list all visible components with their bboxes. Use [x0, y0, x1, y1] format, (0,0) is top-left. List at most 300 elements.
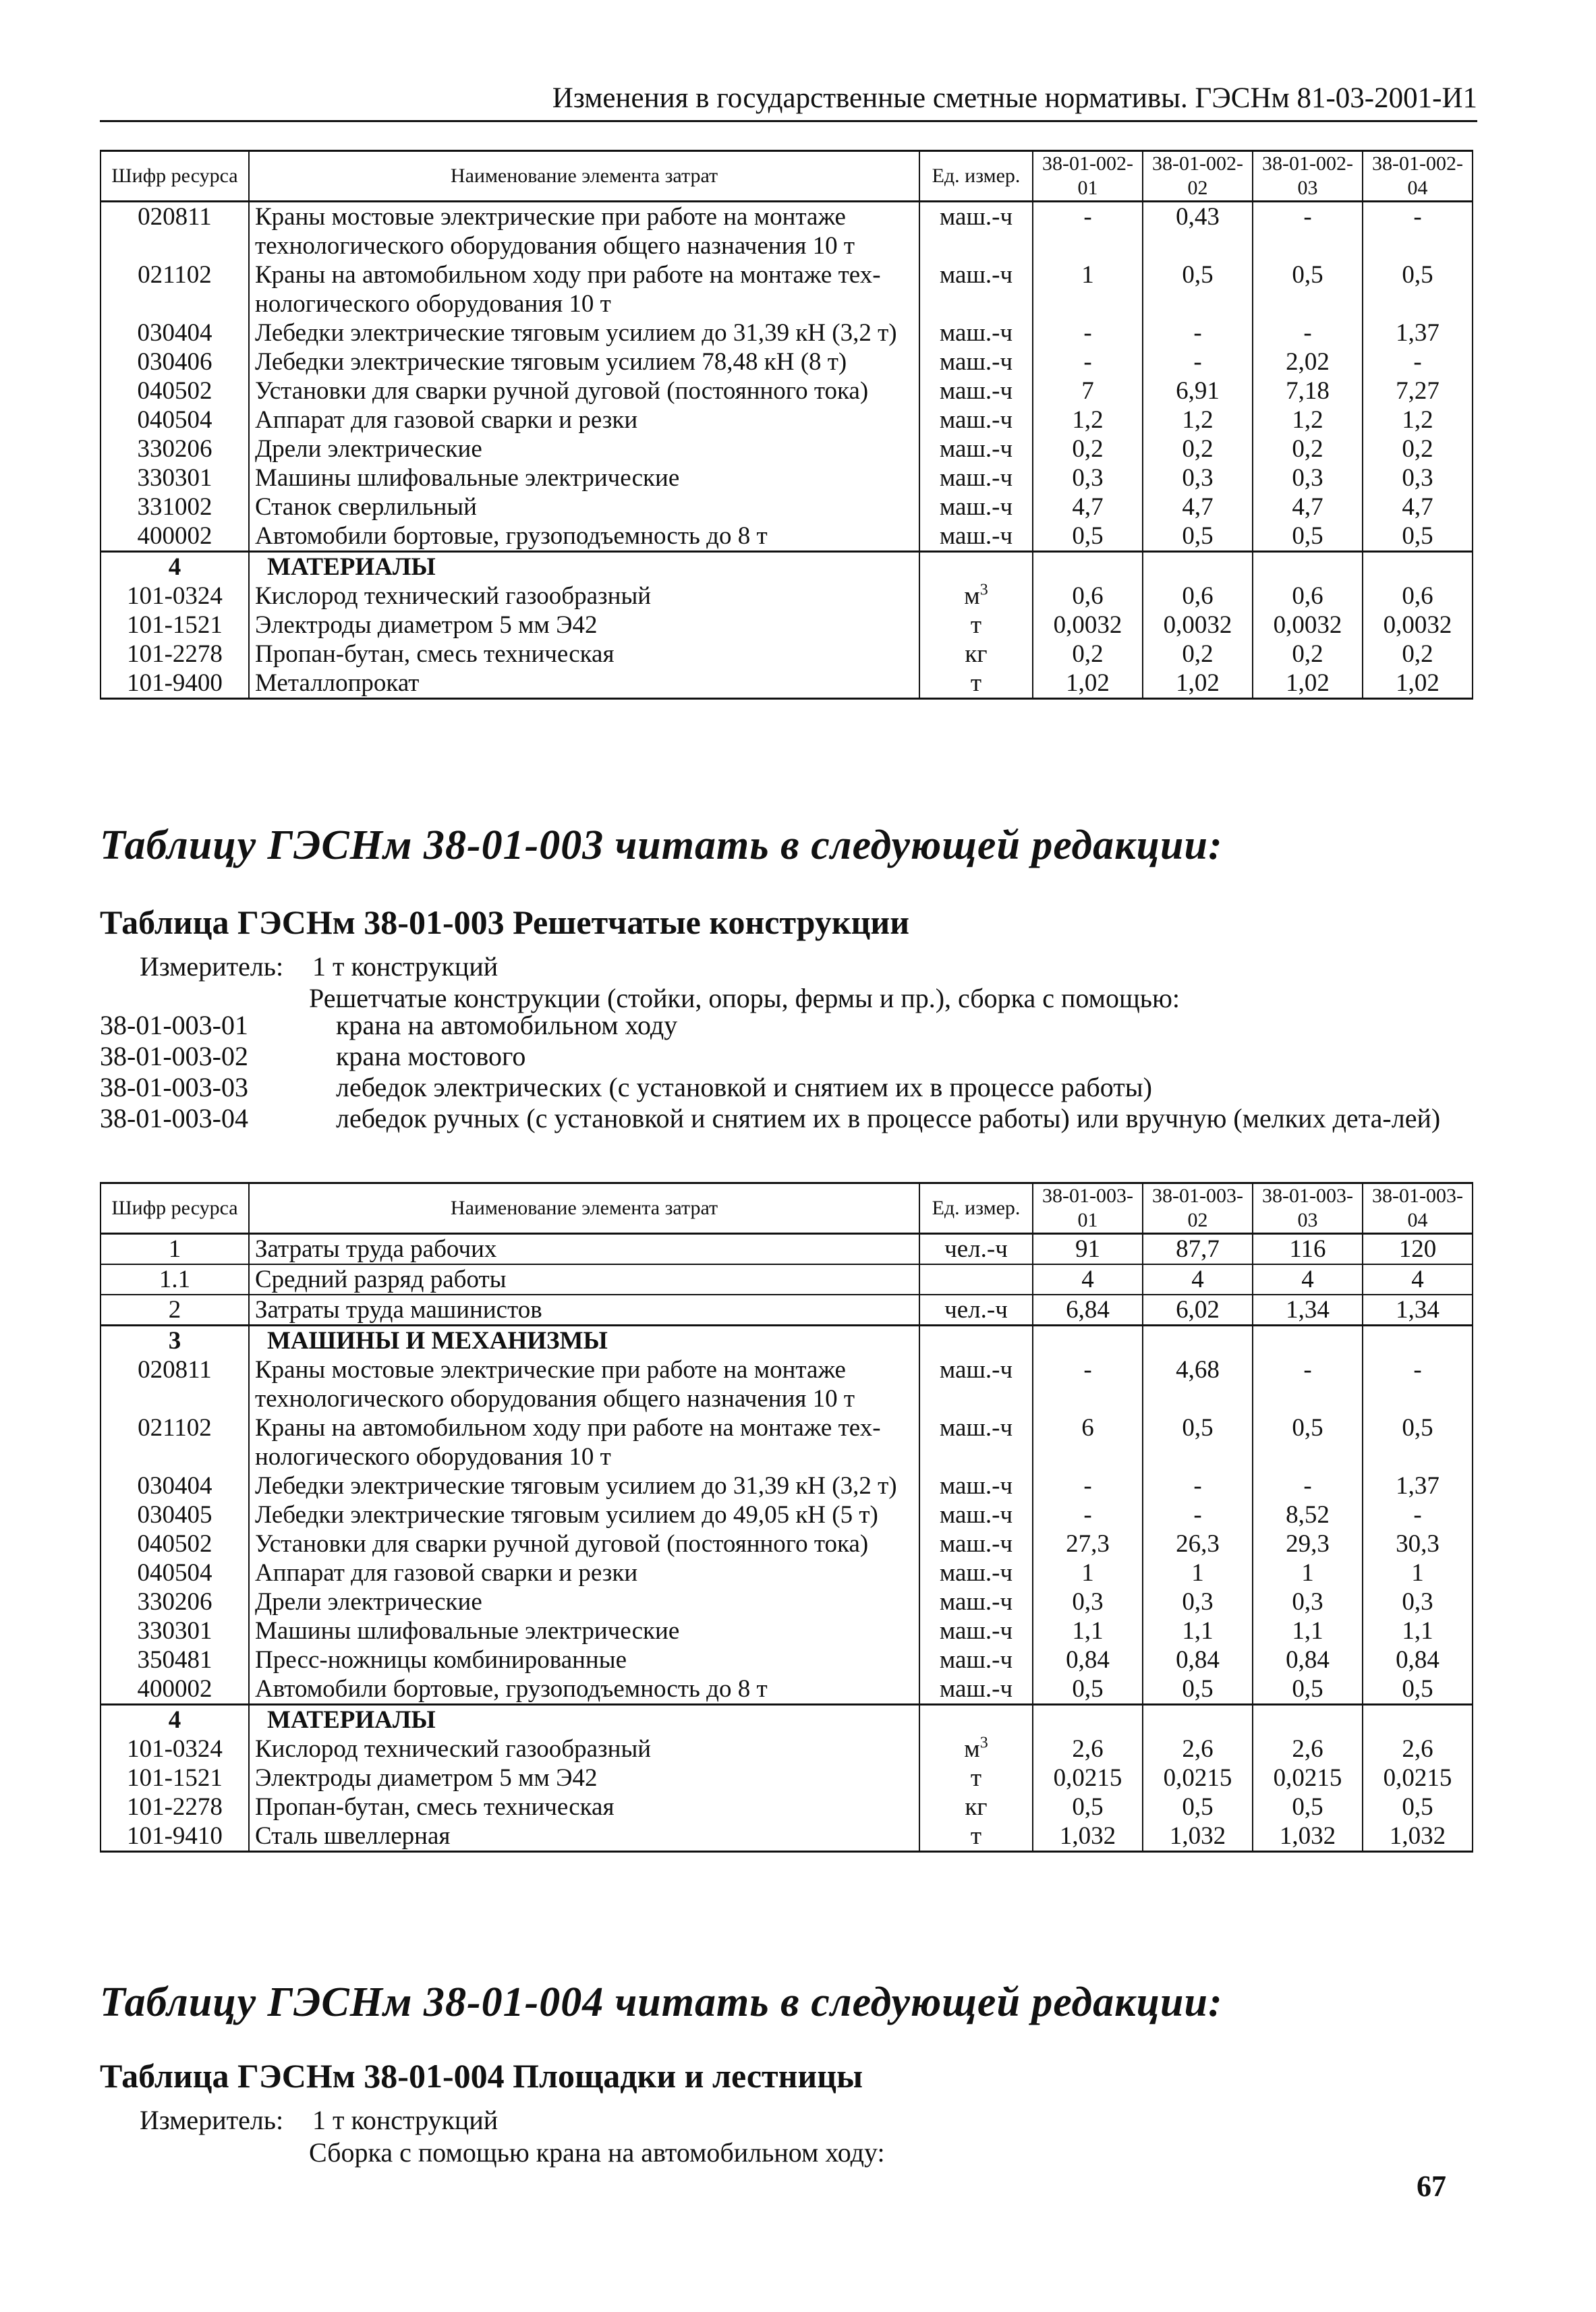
norm-value: -	[1143, 347, 1253, 376]
resource-code: 040502	[101, 376, 249, 405]
resource-table-38-01-003	[100, 1182, 1473, 1853]
unit-cell	[919, 669, 1033, 699]
resource-code: 030404	[101, 318, 249, 347]
resource-row	[101, 318, 1473, 347]
unit-cell	[919, 640, 1033, 669]
norm-value: 7,27	[1363, 376, 1473, 405]
norm-value: 1	[1033, 260, 1143, 318]
norm-value: 7	[1033, 376, 1143, 405]
unit-text: маш.-ч	[939, 522, 1013, 550]
norm-value: 2,6	[1363, 1735, 1473, 1764]
norm-value	[1143, 1705, 1253, 1735]
unit-text: маш.-ч	[939, 1530, 1013, 1558]
norm-value: 0,3	[1363, 463, 1473, 492]
norm-value: 0,5	[1143, 521, 1253, 552]
norm-value: 0,2	[1143, 434, 1253, 463]
cost-element-name: Кислород технический газообразный	[249, 1735, 919, 1764]
cost-element-name: Пропан-бутан, смесь техническая	[249, 1793, 919, 1822]
resource-row	[101, 260, 1473, 318]
resource-code: 101-9400	[101, 669, 249, 699]
cost-element-name: МАШИНЫ И МЕХАНИЗМЫ	[249, 1326, 919, 1356]
norm-value	[1143, 552, 1253, 582]
unit-text: маш.-ч	[939, 1646, 1013, 1674]
resource-code: 101-2278	[101, 640, 249, 669]
cost-element-name: Кислород технический газообразный	[249, 582, 919, 611]
meter-value: 1 т конструкций	[312, 951, 498, 982]
norm-value: 0,3	[1253, 463, 1363, 492]
norm-value: 30,3	[1363, 1529, 1473, 1558]
norm-variant	[100, 1103, 1483, 1134]
norm-value: 0,0032	[1363, 611, 1473, 640]
variant-text: лебедок электрических (с установкой и снятием их в процессе работы)	[336, 1072, 1152, 1102]
work-description-003: Решетчатые конструкции (стойки, опоры, фермы и пр.), сборка с помощью:	[309, 983, 1180, 1013]
header-norm-code: 38-01-002-01	[1033, 151, 1143, 202]
norm-value: 0,6	[1143, 582, 1253, 611]
norm-value: 1,37	[1363, 318, 1473, 347]
norm-value: 1,2	[1363, 405, 1473, 434]
norm-value: -	[1143, 318, 1253, 347]
unit-cell	[919, 1705, 1033, 1735]
cost-element-name: Средний разряд работы	[249, 1264, 919, 1295]
norm-value: 0,2	[1253, 434, 1363, 463]
norm-value: 1,02	[1253, 669, 1363, 699]
norm-value: 0,5	[1363, 521, 1473, 552]
norm-value: 6,91	[1143, 376, 1253, 405]
variant-code: 38-01-003-02	[100, 1041, 248, 1071]
norm-value: 0,84	[1143, 1645, 1253, 1674]
resource-row	[101, 463, 1473, 492]
resource-code: 101-1521	[101, 611, 249, 640]
norm-value: 0,0215	[1033, 1764, 1143, 1793]
unit-cell	[919, 318, 1033, 347]
unit-cell	[919, 376, 1033, 405]
resource-code: 1.1	[101, 1264, 249, 1295]
header-norm-code: 38-01-003-02	[1143, 1183, 1253, 1234]
norm-value: 1,032	[1033, 1822, 1143, 1852]
norm-value: 4	[1253, 1264, 1363, 1295]
norm-value: 0,3	[1033, 1587, 1143, 1616]
resource-row	[101, 669, 1473, 699]
table-title-004: Таблица ГЭСНм 38-01-004 Площадки и лестницы	[100, 2057, 863, 2095]
cost-element-name: Машины шлифовальные электрические	[249, 1616, 919, 1645]
header-norm-code: 38-01-002-02	[1143, 151, 1253, 202]
variant-text: крана на автомобильном ходу	[336, 1010, 678, 1040]
cost-element-name: Установки для сварки ручной дуговой (постоянного тока)	[249, 376, 919, 405]
norm-value: 1	[1143, 1558, 1253, 1587]
norm-value: 2,6	[1143, 1735, 1253, 1764]
cost-element-name: Металлопрокат	[249, 669, 919, 699]
norm-value	[1363, 552, 1473, 582]
resource-row	[101, 202, 1473, 261]
resource-row	[101, 1793, 1473, 1822]
norm-value: -	[1363, 1355, 1473, 1413]
resource-code: 030404	[101, 1471, 249, 1500]
norm-value: 0,5	[1143, 260, 1253, 318]
norm-value: 0,2	[1363, 640, 1473, 669]
unit-cell	[919, 582, 1033, 611]
cost-element-name: Лебедки электрические тяговым усилием до 31,39 кН (3,2 т)	[249, 318, 919, 347]
norm-value: 1,02	[1363, 669, 1473, 699]
resource-code: 040504	[101, 1558, 249, 1587]
norm-value: 0,0215	[1363, 1764, 1473, 1793]
norm-value: 91	[1033, 1234, 1143, 1265]
norm-variant	[100, 1041, 1483, 1072]
unit-text: маш.-ч	[939, 1356, 1013, 1384]
cost-element-name: Краны мостовые электрические при работе на монтаже технологического оборудования общего назначения 10 т	[249, 202, 919, 261]
norm-value: 1,1	[1143, 1616, 1253, 1645]
norm-value: 1,2	[1143, 405, 1253, 434]
resource-code: 2	[101, 1295, 249, 1326]
norm-value: 0,5	[1363, 1413, 1473, 1471]
norm-value: 0,5	[1363, 1793, 1473, 1822]
norm-value: 0,5	[1033, 521, 1143, 552]
resource-row	[101, 640, 1473, 669]
norm-value: 1,032	[1143, 1822, 1253, 1852]
norm-value: 4,7	[1253, 492, 1363, 521]
work-description-004: Сборка с помощью крана на автомобильном ходу:	[309, 2137, 885, 2168]
page-number: 67	[1417, 2170, 1446, 2203]
norm-value: -	[1033, 1355, 1143, 1413]
resource-row	[101, 434, 1473, 463]
cost-element-name: Лебедки электрические тяговым усилием до 31,39 кН (3,2 т)	[249, 1471, 919, 1500]
unit-cell	[919, 552, 1033, 582]
resource-code: 350481	[101, 1645, 249, 1674]
table-title-003: Таблица ГЭСНм 38-01-003 Решетчатые конструкции	[100, 903, 910, 941]
unit-text: кг	[965, 1793, 988, 1821]
norm-value	[1143, 1326, 1253, 1356]
unit-cell	[919, 492, 1033, 521]
header-cost-element: Наименование элемента затрат	[249, 1183, 919, 1234]
variant-code: 38-01-003-03	[100, 1072, 248, 1102]
cost-element-name: Лебедки электрические тяговым усилием 78,48 кН (8 т)	[249, 347, 919, 376]
resource-code: 101-0324	[101, 582, 249, 611]
unit-text: маш.-ч	[939, 1414, 1013, 1442]
cost-element-name: Машины шлифовальные электрические	[249, 463, 919, 492]
norm-value: 1,34	[1253, 1295, 1363, 1326]
cost-element-name: Установки для сварки ручной дуговой (постоянного тока)	[249, 1529, 919, 1558]
norm-value: 0,5	[1363, 260, 1473, 318]
norm-value: -	[1033, 347, 1143, 376]
unit-cell	[919, 1645, 1033, 1674]
resource-row	[101, 1471, 1473, 1500]
unit-text: т	[970, 611, 982, 639]
header-norm-code: 38-01-002-03	[1253, 151, 1363, 202]
norm-variant	[100, 1072, 1483, 1103]
section-row	[101, 1326, 1473, 1356]
unit-text: маш.-ч	[939, 406, 1013, 434]
norm-value: 0,84	[1363, 1645, 1473, 1674]
header-norm-code: 38-01-002-04	[1363, 151, 1473, 202]
norm-value: 0,3	[1363, 1587, 1473, 1616]
norm-value: 1,2	[1033, 405, 1143, 434]
header-resource-code: Шифр ресурса	[101, 151, 249, 202]
norm-value: 0,6	[1363, 582, 1473, 611]
resource-row	[101, 1295, 1473, 1326]
unit-text: маш.-ч	[939, 1559, 1013, 1587]
cost-element-name: Пресс-ножницы комбинированные	[249, 1645, 919, 1674]
variant-code: 38-01-003-04	[100, 1103, 248, 1133]
norm-value: 6,84	[1033, 1295, 1143, 1326]
resource-code: 101-0324	[101, 1735, 249, 1764]
unit-cell	[919, 1616, 1033, 1645]
cost-element-name: Электроды диаметром 5 мм Э42	[249, 611, 919, 640]
norm-value: 0,0032	[1143, 611, 1253, 640]
resource-row	[101, 1764, 1473, 1793]
unit-text: маш.-ч	[939, 1501, 1013, 1529]
norm-value: 4,7	[1363, 492, 1473, 521]
resource-row	[101, 1500, 1473, 1529]
unit-text: чел.-ч	[944, 1296, 1008, 1324]
resource-code: 020811	[101, 202, 249, 261]
norm-value	[1363, 1326, 1473, 1356]
norm-value: -	[1033, 202, 1143, 261]
norm-value: 1	[1363, 1558, 1473, 1587]
norm-value: 1	[1033, 1558, 1143, 1587]
norm-value: 2,02	[1253, 347, 1363, 376]
meter-line-003	[140, 950, 498, 984]
redaction-heading-004: Таблицу ГЭСНм 38-01-004 читать в следующей редакции:	[100, 1979, 1223, 2025]
resource-row	[101, 1529, 1473, 1558]
norm-value: 1	[1253, 1558, 1363, 1587]
norm-value: 0,6	[1033, 582, 1143, 611]
norm-value: 29,3	[1253, 1529, 1363, 1558]
cost-element-name: МАТЕРИАЛЫ	[249, 552, 919, 582]
unit-text: маш.-ч	[939, 348, 1013, 376]
norm-value: 1,34	[1363, 1295, 1473, 1326]
resource-code: 4	[101, 1705, 249, 1735]
unit-text: маш.-ч	[939, 319, 1013, 347]
unit-cell	[919, 260, 1033, 318]
unit-cell	[919, 1587, 1033, 1616]
norm-value: 120	[1363, 1234, 1473, 1265]
norm-value	[1363, 1705, 1473, 1735]
unit-text: кг	[965, 640, 988, 668]
norm-value	[1253, 1705, 1363, 1735]
norm-value: -	[1033, 1471, 1143, 1500]
norm-value: 0,5	[1033, 1674, 1143, 1705]
header-unit: Ед. измер.	[919, 1183, 1033, 1234]
norm-value: -	[1253, 202, 1363, 261]
norm-value: 0,3	[1143, 463, 1253, 492]
norm-value: 0,2	[1033, 640, 1143, 669]
unit-cell	[919, 1295, 1033, 1326]
header-resource-code: Шифр ресурса	[101, 1183, 249, 1234]
cost-element-name: Сталь швеллерная	[249, 1822, 919, 1852]
resource-code: 330301	[101, 1616, 249, 1645]
unit-text: м	[964, 582, 980, 610]
resource-code: 030405	[101, 1500, 249, 1529]
unit-cell	[919, 1558, 1033, 1587]
cost-element-name: Краны мостовые электрические при работе на монтаже технологического оборудования общего назначения 10 т	[249, 1355, 919, 1413]
norm-value: 1,2	[1253, 405, 1363, 434]
cost-element-name: Краны на автомобильном ходу при работе на монтаже тех-нологического оборудования 10 т	[249, 260, 919, 318]
resource-row	[101, 1264, 1473, 1295]
resource-row	[101, 1558, 1473, 1587]
resource-code: 400002	[101, 1674, 249, 1705]
norm-variant	[100, 1010, 1483, 1041]
unit-cell	[919, 1355, 1033, 1413]
unit-superscript: 3	[979, 1734, 988, 1752]
cost-element-name: Затраты труда машинистов	[249, 1295, 919, 1326]
unit-cell	[919, 1471, 1033, 1500]
norm-value: 0,0215	[1143, 1764, 1253, 1793]
resource-row	[101, 405, 1473, 434]
unit-cell	[919, 405, 1033, 434]
norm-value: 0,5	[1253, 1413, 1363, 1471]
cost-element-name: Автомобили бортовые, грузоподъемность до 8 т	[249, 1674, 919, 1705]
unit-cell	[919, 1674, 1033, 1705]
unit-cell	[919, 1413, 1033, 1471]
resource-row	[101, 1735, 1473, 1764]
norm-value: 0,3	[1033, 463, 1143, 492]
cost-element-name: Пропан-бутан, смесь техническая	[249, 640, 919, 669]
norm-value: 7,18	[1253, 376, 1363, 405]
unit-text: маш.-ч	[939, 1588, 1013, 1616]
resource-code: 330206	[101, 434, 249, 463]
resource-code: 101-1521	[101, 1764, 249, 1793]
cost-element-name: Автомобили бортовые, грузоподъемность до 8 т	[249, 521, 919, 552]
norm-value: 8,52	[1253, 1500, 1363, 1529]
resource-row	[101, 347, 1473, 376]
resource-row	[101, 492, 1473, 521]
resource-code: 040502	[101, 1529, 249, 1558]
unit-cell	[919, 1500, 1033, 1529]
norm-value: -	[1033, 1500, 1143, 1529]
unit-text: маш.-ч	[939, 261, 1013, 289]
norm-value: 0,5	[1253, 1793, 1363, 1822]
header-cost-element: Наименование элемента затрат	[249, 151, 919, 202]
resource-code: 021102	[101, 260, 249, 318]
norm-value: -	[1363, 347, 1473, 376]
header-norm-code: 38-01-003-01	[1033, 1183, 1143, 1234]
unit-text: т	[970, 669, 982, 697]
norm-value: 4	[1143, 1264, 1253, 1295]
resource-code: 101-2278	[101, 1793, 249, 1822]
norm-value	[1033, 1705, 1143, 1735]
resource-row	[101, 1616, 1473, 1645]
norm-value: 6,02	[1143, 1295, 1253, 1326]
unit-cell	[919, 1529, 1033, 1558]
unit-cell	[919, 1764, 1033, 1793]
norm-value: 116	[1253, 1234, 1363, 1265]
resource-table-38-01-002	[100, 150, 1473, 700]
norm-value: 1,1	[1033, 1616, 1143, 1645]
norm-value: 0,6	[1253, 582, 1363, 611]
norm-value: 1,37	[1363, 1471, 1473, 1500]
norm-value: 26,3	[1143, 1529, 1253, 1558]
meter-line-004	[140, 2104, 498, 2137]
cost-element-name: Дрели электрические	[249, 434, 919, 463]
norm-value: -	[1363, 1500, 1473, 1529]
norm-value: 0,0215	[1253, 1764, 1363, 1793]
unit-text: маш.-ч	[939, 435, 1013, 463]
norm-value: 2,6	[1253, 1735, 1363, 1764]
norm-value: 4	[1033, 1264, 1143, 1295]
resource-code: 101-9410	[101, 1822, 249, 1852]
unit-superscript: 3	[979, 581, 988, 599]
norm-value: 0,2	[1033, 434, 1143, 463]
norm-value: -	[1253, 1471, 1363, 1500]
unit-text: т	[970, 1822, 982, 1850]
norm-value: -	[1143, 1471, 1253, 1500]
resource-code: 1	[101, 1234, 249, 1265]
cost-element-name: Электроды диаметром 5 мм Э42	[249, 1764, 919, 1793]
norm-value	[1253, 1326, 1363, 1356]
unit-text: маш.-ч	[939, 377, 1013, 405]
norm-value: -	[1253, 318, 1363, 347]
norm-value: -	[1143, 1500, 1253, 1529]
norm-value: 2,6	[1033, 1735, 1143, 1764]
cost-element-name: Аппарат для газовой сварки и резки	[249, 1558, 919, 1587]
unit-cell	[919, 463, 1033, 492]
norm-value: 0,0032	[1253, 611, 1363, 640]
resource-code: 400002	[101, 521, 249, 552]
norm-value: 0,3	[1143, 1587, 1253, 1616]
unit-cell	[919, 1234, 1033, 1265]
norm-value: 4,7	[1143, 492, 1253, 521]
variant-text: крана мостового	[336, 1041, 526, 1071]
norm-value: 0,43	[1143, 202, 1253, 261]
norm-value: 0,5	[1363, 1674, 1473, 1705]
meter-label: Измеритель:	[140, 2105, 284, 2135]
unit-cell	[919, 1822, 1033, 1852]
unit-cell	[919, 1793, 1033, 1822]
cost-element-name: Краны на автомобильном ходу при работе на монтаже тех-нологического оборудования 10 т	[249, 1413, 919, 1471]
cost-element-name: Дрели электрические	[249, 1587, 919, 1616]
norm-value: 4	[1363, 1264, 1473, 1295]
norm-value: 0,5	[1253, 260, 1363, 318]
norm-value: 0,84	[1253, 1645, 1363, 1674]
resource-code: 040504	[101, 405, 249, 434]
resource-row	[101, 376, 1473, 405]
meter-value: 1 т конструкций	[312, 2105, 498, 2135]
norm-value	[1033, 1326, 1143, 1356]
norm-value: 87,7	[1143, 1234, 1253, 1265]
resource-code: 021102	[101, 1413, 249, 1471]
norm-value: 0,2	[1253, 640, 1363, 669]
unit-text: маш.-ч	[939, 203, 1013, 231]
norm-value: 0,84	[1033, 1645, 1143, 1674]
norm-value: 0,5	[1253, 1674, 1363, 1705]
resource-code: 330301	[101, 463, 249, 492]
norm-value: 1,032	[1253, 1822, 1363, 1852]
unit-text: чел.-ч	[944, 1235, 1008, 1263]
norm-value: 27,3	[1033, 1529, 1143, 1558]
header-unit: Ед. измер.	[919, 151, 1033, 202]
resource-row	[101, 611, 1473, 640]
resource-row	[101, 1822, 1473, 1852]
resource-row	[101, 1234, 1473, 1265]
resource-row	[101, 1355, 1473, 1413]
unit-text: м	[964, 1735, 980, 1763]
norm-value: 0,5	[1143, 1674, 1253, 1705]
running-header: Изменения в государственные сметные нормативы. ГЭСНм 81-03-2001-И1	[100, 80, 1477, 122]
unit-text: маш.-ч	[939, 464, 1013, 492]
unit-cell	[919, 202, 1033, 261]
variant-code: 38-01-003-01	[100, 1010, 248, 1040]
norm-value: 0,5	[1033, 1793, 1143, 1822]
unit-cell	[919, 1326, 1033, 1356]
norm-value: 1,1	[1363, 1616, 1473, 1645]
norm-value: 1,02	[1033, 669, 1143, 699]
cost-element-name: МАТЕРИАЛЫ	[249, 1705, 919, 1735]
norm-value: 1,032	[1363, 1822, 1473, 1852]
cost-element-name: Лебедки электрические тяговым усилием до 49,05 кН (5 т)	[249, 1500, 919, 1529]
unit-text: маш.-ч	[939, 1675, 1013, 1703]
norm-value: 0,2	[1363, 434, 1473, 463]
unit-text: маш.-ч	[939, 1617, 1013, 1645]
norm-value	[1033, 552, 1143, 582]
